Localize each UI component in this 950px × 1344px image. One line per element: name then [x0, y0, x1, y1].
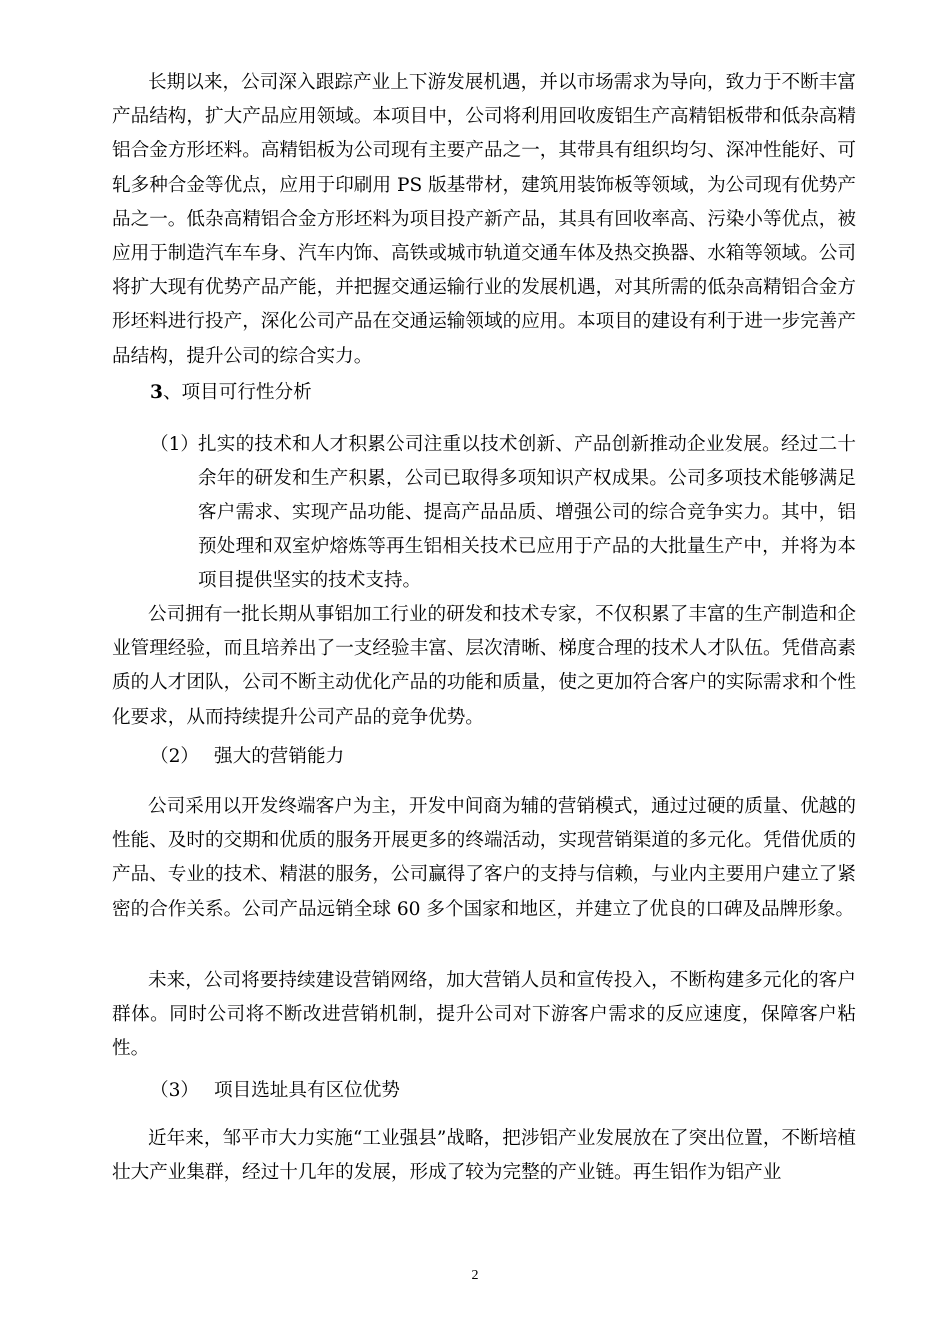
- paragraph-future: 未来，公司将要持续建设营销网络，加大营销人员和宣传投入，不断构建多元化的客户群体。同时公司将不断改进营销机制，提升公司对下游客户需求的反应速度，保障客户粘性。: [112, 970, 856, 1060]
- page-number: 2: [471, 1268, 479, 1283]
- list-item-1: [150, 428, 856, 598]
- list-item-2: [150, 740, 344, 774]
- paragraph-talent: 公司拥有一批长期从事铝加工行业的研发和技术专家，不仅积累了丰富的生产制造和企业管理经验，而且培养出了一支经验丰富、层次清晰、梯度合理的技术人才队伍。凭借高素质的人才团队，公司不断主动优化产品的功能和质量，使之更加符合客户的实际需求和个性化要求，从而持续提升公司产品的竞争优势。: [112, 604, 856, 728]
- section-number: 3: [150, 382, 163, 403]
- list-item-3: [150, 1074, 400, 1108]
- section-heading: [150, 376, 312, 410]
- list-item-3-text: 项目选址具有区位优势: [214, 1080, 400, 1101]
- paragraph-location: 近年来，邹平市大力实施“工业强县”战略，把涉铝产业发展放在了突出位置，不断培植壮大产业集群，经过十几年的发展，形成了较为完整的产业链。再生铝作为铝产业: [112, 1128, 856, 1184]
- list-item-1-text: 扎实的技术和人才积累公司注重以技术创新、产品创新推动企业发展。经过二十余年的研发和生产积累，公司已取得多项知识产权成果。公司多项技术能够满足客户需求、实现产品功能、提高产品品质、增强公司的综合竞争实力。其中，铝预处理和双室炉熔炼等再生铝相关技术已应用于产品的大批量生产中，并将为本项目提供坚实的技术支持。: [198, 434, 856, 591]
- paragraph-product-structure: 长期以来，公司深入跟踪产业上下游发展机遇，并以市场需求为导向，致力于不断丰富产品结构，扩大产品应用领域。本项目中，公司将利用回收废铝生产高精铝板带和低杂高精铝合金方形坯料。高精铝板为公司现有主要产品之一，其带具有组织均匀、深冲性能好、可轧多种合金等优点，应用于印刷用 PS 版基带材，建筑用装饰板等领域，为公司现有优势产品之一。低杂高精铝合金方形坯料为项目投产新产品，其具有回收率高、污染小等优点，被应用于制造汽车车身、汽车内饰、高铁或城市轨道交通车体及热交换器、水箱等领域。公司将扩大现有优势产品产能，并把握交通运输行业的发展机遇，对其所需的低杂高精铝合金方形坯料进行投产，深化公司产品在交通运输领域的应用。本项目的建设有利于进一步完善产品结构，提升公司的综合实力。: [112, 72, 856, 367]
- list-item-1-number: （1）: [150, 434, 200, 455]
- paragraph-marketing: 公司采用以开发终端客户为主，开发中间商为辅的营销模式，通过过硬的质量、优越的性能、及时的交期和优质的服务开展更多的终端活动，实现营销渠道的多元化。凭借优质的产品、专业的技术、精湛的服务，公司赢得了客户的支持与信赖，与业内主要用户建立了紧密的合作关系。公司产品远销全球 60 多个国家和地区，并建立了优良的口碑及品牌形象。: [112, 796, 856, 920]
- list-item-2-number: （2）: [150, 746, 200, 767]
- section-title: 、项目可行性分析: [162, 382, 312, 403]
- list-item-2-text: 强大的营销能力: [214, 746, 345, 767]
- list-item-3-number: （3）: [150, 1080, 200, 1101]
